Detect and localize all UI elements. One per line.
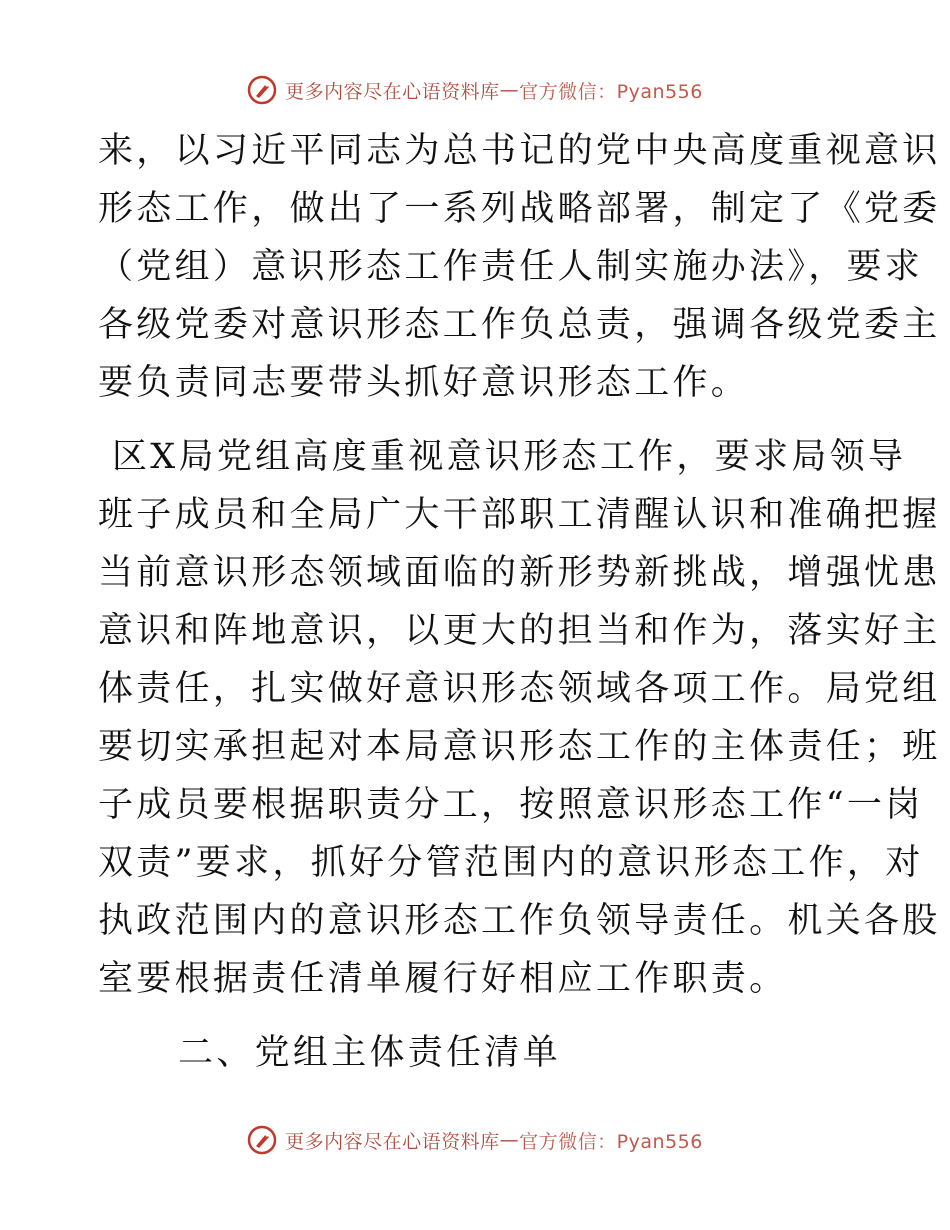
footer-banner	[0, 1120, 950, 1160]
text-line: （党组）意识形态工作责任人制实施办法》，要求	[98, 247, 924, 287]
text-line: 执政范围内的意识形态工作负领导责任。机关各股	[98, 901, 941, 941]
paragraph	[98, 428, 941, 1008]
text-line: 意识和阵地意识，以更大的担当和作为，落实好主	[98, 611, 941, 651]
banner-text: 更多内容尽在心语资料库	[285, 80, 500, 103]
section-heading: 二、党组主体责任清单	[178, 1033, 562, 1073]
header-banner	[0, 70, 950, 110]
text-line: 形态工作，做出了一系列战略部署，制定了《党委	[98, 189, 941, 229]
banner-separator: —	[499, 79, 520, 101]
text-line: 体责任，扎实做好意识形态领域各项工作。局党组	[98, 669, 941, 709]
banner-text: 更多内容尽在心语资料库	[285, 1130, 500, 1153]
text-line: 当前意识形态领域面临的新形势新挑战，增强忧患	[98, 553, 941, 593]
banner-separator: —	[499, 1129, 520, 1151]
text-line: 双责”要求，抓好分管范围内的意识形态工作，对	[98, 843, 924, 883]
text-line: 各级党委对意识形态工作负总责，强调各级党委主	[98, 305, 941, 345]
text-line: 来，以习近平同志为总书记的党中央高度重视意识	[98, 131, 941, 171]
text-line: 区X局党组高度重视意识形态工作，要求局领导	[112, 437, 907, 477]
banner-wechat: 官方微信：Pyan556	[519, 80, 703, 103]
banner-wechat: 官方微信：Pyan556	[519, 1130, 703, 1153]
text-line: 要切实承担起对本局意识形态工作的主体责任；班	[98, 727, 941, 767]
paragraph	[98, 122, 941, 412]
document-body	[98, 122, 941, 1082]
text-line: 子成员要根据职责分工，按照意识形态工作“一岗	[98, 785, 924, 825]
text-line: 要负责同志要带头抓好意识形态工作。	[98, 363, 750, 403]
text-line: 班子成员和全局广大干部职工清醒认识和准确把握	[98, 495, 941, 535]
text-line: 室要根据责任清单履行好相应工作职责。	[98, 959, 788, 999]
pen-nib-logo-icon	[247, 1125, 277, 1155]
pen-nib-logo-icon	[247, 75, 277, 105]
